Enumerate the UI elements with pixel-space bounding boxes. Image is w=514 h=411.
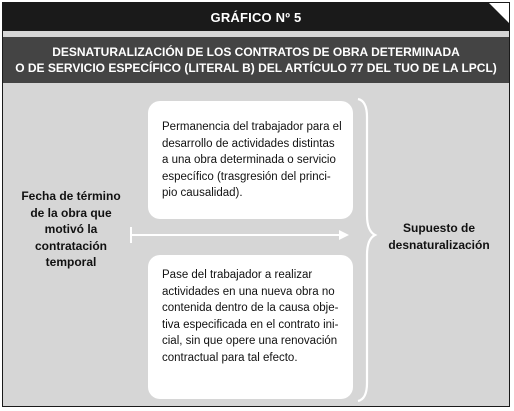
right-brace-icon: [358, 99, 375, 401]
subtitle-line-2: O DE SERVICIO ESPECÍFICO (LITERAL B) DEL ARTÍCULO 77 DEL TUO DE LA LPCL): [15, 61, 497, 75]
figure-number: GRÁFICO Nº 5: [210, 9, 302, 25]
arrow-head-icon: [339, 230, 349, 240]
figure-frame: [2, 2, 510, 407]
bottom-condition-box: Pase del trabajador a realizar actividades en una nueva obra no contenida dentro de la causa obje- tiva especificada en el contrato ini- cial, sin que opere una renovación contractual para tal efecto.: [148, 255, 353, 399]
top-condition-box: Permanencia del trabajador para el desarrollo de actividades distintas a una obra determinada o servicio específico (trasgresión del princi- pio causalidad).: [148, 101, 353, 219]
left-label: Fecha de término de la obra que motivó la contratación temporal: [21, 189, 121, 269]
diagram-connectors: [3, 3, 509, 406]
right-label: Supuesto de desnaturalización: [388, 221, 490, 252]
subtitle-line-1: DESNATURALIZACIÓN DE LOS CONTRATOS DE OBRA DETERMINADA: [52, 45, 460, 59]
